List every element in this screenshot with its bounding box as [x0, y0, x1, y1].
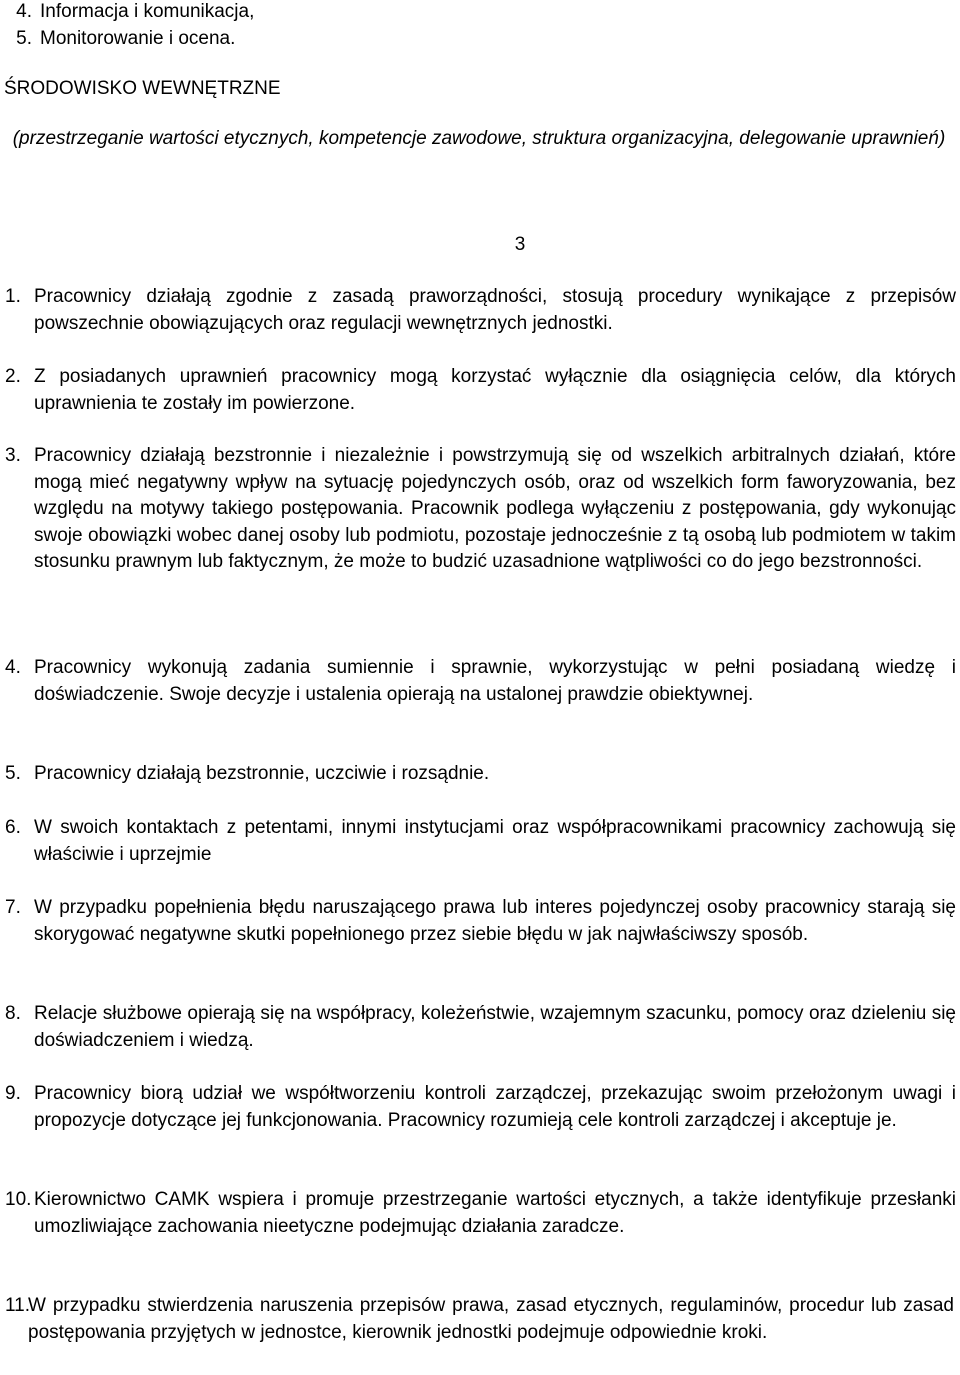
list-item-text: Monitorowanie i ocena.: [40, 28, 236, 49]
item-text: Kierownictwo CAMK wspiera i promuje przestrzeganie wartości etycznych, a także identyfikuje przesłanki umozliwiające zachowania nieetyczne podejmując działania zaradcze.: [34, 1189, 956, 1237]
item-number: 7.: [5, 897, 21, 918]
list-item-number: 5.: [16, 28, 32, 49]
section-subtitle: (przestrzeganie wartości etycznych, kompetencje zawodowe, struktura organizacyjna, delegowanie uprawnień): [12, 128, 946, 149]
item-text: Z posiadanych uprawnień pracownicy mogą korzystać wyłącznie dla osiągnięcia celów, dla których uprawnienia te zostały im powierzone.: [34, 366, 956, 414]
item-number: 5.: [5, 763, 21, 784]
list-item-number: 4.: [16, 1, 32, 22]
item-text: Pracownicy wykonują zadania sumiennie i sprawnie, wykorzystując w pełni posiadaną wiedzę i doświadczenie. Swoje decyzje i ustalenia opierają na ustalonej prawdzie obiektywnej.: [34, 657, 956, 705]
numbered-item-8: [0, 1001, 960, 1054]
item-text: W swoich kontaktach z petentami, innymi instytucjami oraz współpracownikami pracownicy zachowują się właściwie i uprzejmie: [34, 817, 956, 865]
item-number: 10.: [5, 1189, 32, 1210]
numbered-item-4: [0, 655, 960, 708]
item-number: 8.: [5, 1003, 21, 1024]
item-number: 2.: [5, 366, 21, 387]
item-text: Pracownicy działają bezstronnie i niezależnie i powstrzymują się od wszelkich arbitralnych działań, które mogą mieć negatywny wpływ na sytuację pojedynczych osób, oraz od wszelkich form faworyzowania, bez względu na motywy takiego postępowania. Pracownik podlega wyłączeniu z postępowania, gdy wykonując swoje obowiązki wobec danej osoby lub podmiotu, pozostaje jednocześnie z tą osobą lub podmiotem w takim stosunku prawnym lub faktycznym, że może to budzić uzasadnione wątpliwości co do jego bezstronności.: [34, 445, 956, 572]
list-item: [4, 0, 904, 25]
numbered-item-9: [0, 1081, 960, 1134]
top-list: [4, 0, 904, 52]
numbered-item-6: [0, 815, 960, 868]
numbered-item-7: [0, 895, 960, 948]
list-item-text: Informacja i komunikacja,: [40, 1, 255, 22]
item-text: Relacje służbowe opierają się na współpracy, koleżeństwie, wzajemnym szacunku, pomocy oraz dzieleniu się doświadczeniem i wiedzą.: [34, 1003, 956, 1051]
item-number: 11.: [5, 1295, 31, 1316]
item-number: 4.: [5, 657, 21, 678]
item-number: 6.: [5, 817, 21, 838]
numbered-item-2: [0, 364, 960, 417]
list-item: [4, 25, 904, 52]
item-number: 1.: [5, 286, 21, 307]
numbered-item-1: [0, 284, 960, 337]
item-text: W przypadku stwierdzenia naruszenia przepisów prawa, zasad etycznych, regulaminów, procedur lub zasad postępowania przyjętych w jednostce, kierownik jednostki podejmuje odpowiednie kroki.: [28, 1295, 954, 1343]
item-text: W przypadku popełnienia błędu naruszającego prawa lub interes pojedynczej osoby pracownicy starają się skorygować negatywne skutki popełnionego przez siebie błędu w jak najwłaściwszy sposób.: [34, 897, 956, 945]
numbered-item-5: [0, 761, 960, 788]
item-text: Pracownicy działają bezstronnie, uczciwie i rozsądnie.: [34, 763, 490, 784]
section-heading: ŚRODOWISKO WEWNĘTRZNE: [4, 78, 281, 99]
item-text: Pracownicy biorą udział we współtworzeniu kontroli zarządczej, przekazując swoim przełożonym uwagi i propozycje dotyczące jej funkcjonowania. Pracownicy rozumieją cele kontroli zarządczej i akceptuje je.: [34, 1083, 956, 1131]
numbered-item-11: [0, 1293, 960, 1346]
item-text: Pracownicy działają zgodnie z zasadą praworządności, stosują procedury wynikające z przepisów powszechnie obowiązujących oraz regulacji wewnętrznych jednostki.: [34, 286, 956, 334]
numbered-item-3: [0, 443, 960, 576]
page-number: 3: [514, 234, 526, 255]
item-number: 3.: [5, 445, 21, 466]
item-number: 9.: [5, 1083, 21, 1104]
numbered-item-10: [0, 1187, 960, 1240]
